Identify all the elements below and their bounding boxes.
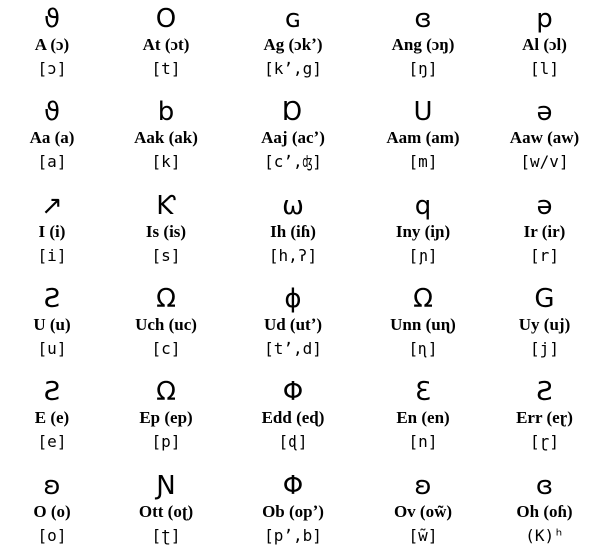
letter-name: U (u): [33, 315, 71, 334]
letter-ipa: [ɲ]: [408, 245, 438, 265]
letter-name: At (ɔt): [142, 35, 190, 54]
letter-ipa: [n]: [408, 432, 438, 452]
letter-cell: [0, 0, 104, 93]
letter-ipa: [h,ʔ]: [268, 245, 318, 265]
letter-cell: [0, 280, 104, 373]
letter-cell: [488, 373, 601, 466]
letter-ipa: [w/v]: [520, 152, 569, 172]
letter-cell: [358, 187, 488, 280]
letter-glyph: Ω: [413, 284, 433, 314]
letter-cell: [488, 467, 601, 560]
letter-cell: [0, 373, 104, 466]
letter-glyph: p: [536, 4, 553, 34]
letter-cell: [228, 467, 358, 560]
letter-glyph: b: [157, 97, 175, 128]
letter-ipa: [j]: [530, 339, 559, 358]
letter-ipa: [e]: [37, 432, 67, 452]
letter-glyph: Ɲ: [156, 470, 176, 501]
letter-name: Aa (a): [29, 128, 75, 148]
letter-name: O (o): [33, 501, 71, 521]
letter-name: Ag (ɔkʼ): [263, 35, 323, 54]
letter-cell: [104, 467, 228, 560]
letter-glyph: U: [413, 97, 433, 128]
letter-ipa: [p]: [151, 432, 181, 452]
letter-name: Al (ɔl): [522, 35, 567, 54]
letter-ipa: [pʼ,b]: [264, 525, 322, 545]
letter-ipa: [kʼ,g]: [264, 59, 322, 78]
letter-name: Ott (oʈ): [138, 501, 194, 521]
letter-name: Err (eɽ): [516, 408, 573, 428]
letter-cell: [104, 0, 228, 93]
letter-name: Ud (utʼ): [263, 315, 323, 334]
letter-name: E (e): [34, 408, 70, 428]
letter-cell: [228, 0, 358, 93]
letter-glyph: G: [534, 284, 555, 314]
letter-glyph: ʚ: [414, 470, 432, 501]
letter-name: Oh (oɦ): [516, 501, 573, 521]
letter-cell: [228, 373, 358, 466]
letter-glyph: ϑ: [43, 97, 61, 128]
letter-cell: [0, 187, 104, 280]
letter-glyph: Ω: [156, 284, 176, 314]
letter-ipa: [i]: [37, 245, 67, 265]
letter-cell: [358, 93, 488, 186]
letter-name: I (i): [38, 221, 66, 241]
letter-ipa: (K)ʰ: [525, 525, 564, 545]
letter-glyph: Ɒ: [282, 97, 304, 128]
letter-name: A (ɔ): [34, 35, 70, 54]
letter-cell: [488, 93, 601, 186]
letter-glyph: ɢ: [284, 4, 302, 34]
letter-name: Uch (uc): [135, 315, 197, 334]
letter-cell: [358, 467, 488, 560]
letter-ipa: [k]: [151, 152, 181, 172]
letter-glyph: ə: [536, 97, 553, 128]
letter-ipa: [o]: [37, 525, 67, 545]
letter-ipa: [ɳ]: [408, 339, 438, 358]
letter-ipa: [l]: [530, 59, 559, 78]
letter-name: Unn (uɳ): [390, 315, 456, 334]
letter-ipa: [ɖ]: [278, 432, 308, 452]
letter-name: Ep (ep): [139, 408, 193, 428]
letter-ipa: [ŋ]: [408, 59, 438, 78]
letter-glyph: Ƙ: [156, 190, 176, 221]
letter-name: Ob (opʼ): [262, 501, 324, 521]
letter-glyph: Φ: [282, 470, 304, 501]
letter-name: Aak (ak): [134, 128, 198, 148]
letter-glyph: ʚ: [43, 470, 61, 501]
letter-glyph: Ƨ: [536, 377, 553, 408]
letter-cell: [358, 373, 488, 466]
letter-cell: [488, 280, 601, 373]
letter-ipa: [cʼ,ʤ]: [264, 152, 322, 172]
letter-ipa: [u]: [37, 339, 67, 358]
letter-cell: [488, 0, 601, 93]
letter-name: Uy (uj): [518, 315, 571, 334]
letter-glyph: Ƨ: [43, 284, 61, 314]
letter-cell: [228, 93, 358, 186]
letter-cell: [104, 373, 228, 466]
letter-ipa: [t]: [151, 59, 181, 78]
letter-name: Aam (am): [386, 128, 460, 148]
letter-cell: [488, 187, 601, 280]
letter-cell: [0, 467, 104, 560]
letter-glyph: Φ: [282, 377, 304, 408]
letter-cell: [228, 280, 358, 373]
letter-ipa: [a]: [37, 152, 67, 172]
letter-cell: [228, 187, 358, 280]
letter-glyph: Ƨ: [43, 377, 61, 408]
letter-ipa: [ɔ]: [37, 59, 67, 78]
letter-name: Ir (ir): [523, 221, 566, 241]
letter-glyph: ɞ: [535, 470, 554, 501]
letter-name: Ov (ow̃): [393, 501, 453, 521]
letter-ipa: [ɽ]: [530, 432, 559, 452]
letter-name: Ih (iɦ): [270, 221, 316, 241]
letter-glyph: ↗: [41, 190, 63, 221]
letter-cell: [104, 280, 228, 373]
letter-ipa: [c]: [151, 339, 181, 358]
letter-name: Aaj (acʼ): [261, 128, 325, 148]
letter-cell: [0, 93, 104, 186]
letter-ipa: [ʈ]: [151, 525, 181, 545]
letter-name: En (en): [396, 408, 450, 428]
letter-glyph: ϑ: [43, 4, 61, 34]
letter-cell: [358, 280, 488, 373]
letter-name: Is (is): [145, 221, 187, 241]
letter-glyph: ə: [536, 190, 553, 221]
letter-ipa: [r]: [530, 245, 559, 265]
letter-glyph: Ω: [156, 377, 176, 408]
letter-name: Edd (eɖ): [261, 408, 325, 428]
letter-cell: [104, 187, 228, 280]
letter-glyph: q: [414, 190, 432, 221]
letter-ipa: [s]: [151, 245, 181, 265]
letter-glyph: Ɛ: [415, 377, 431, 408]
letter-cell: [104, 93, 228, 186]
letter-name: Iny (iɲ): [395, 221, 451, 241]
letter-glyph: ϕ: [284, 284, 302, 314]
letter-glyph: ω: [282, 190, 304, 221]
letter-name: Ang (ɔŋ): [391, 35, 455, 54]
letter-glyph: O: [155, 4, 177, 34]
letter-name: Aaw (aw): [509, 128, 580, 148]
letter-cell: [358, 0, 488, 93]
letter-glyph: ɞ: [414, 4, 432, 34]
letter-ipa: [tʼ,d]: [264, 339, 322, 358]
letter-ipa: [w̃]: [408, 525, 438, 545]
letter-ipa: [m]: [408, 152, 438, 172]
